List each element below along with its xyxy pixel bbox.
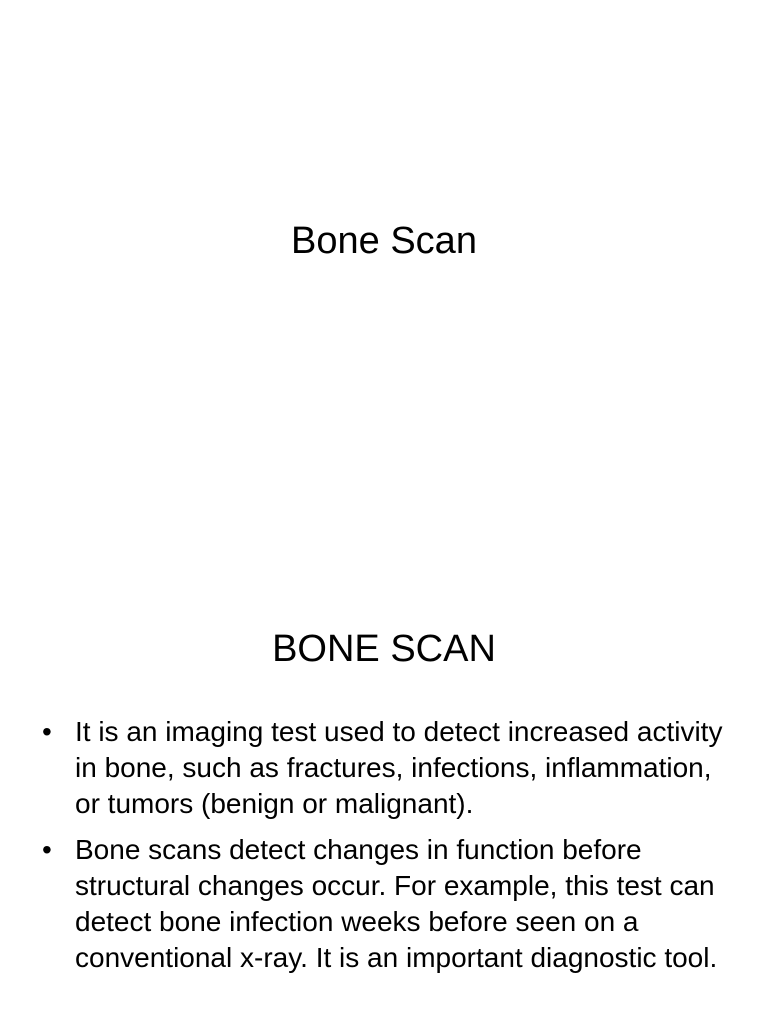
content-slide [0, 576, 768, 1024]
bullet-item [40, 832, 730, 976]
bullet-list [40, 714, 730, 986]
slide-title: Bone Scan [291, 220, 477, 262]
bullet-icon: • [42, 716, 52, 747]
bullet-text: It is an imaging test used to detect increased activity in bone, such as fractures, infections, inflammation, or tumors (benign or malignant). [75, 716, 723, 819]
slide-heading: BONE SCAN [272, 628, 496, 670]
bullet-icon: • [42, 834, 52, 865]
bullet-text: Bone scans detect changes in function before structural changes occur. For example, this test can detect bone infection weeks before seen on a conventional x-ray. It is an important diagnostic tool. [75, 834, 718, 973]
bullet-item [40, 714, 730, 822]
